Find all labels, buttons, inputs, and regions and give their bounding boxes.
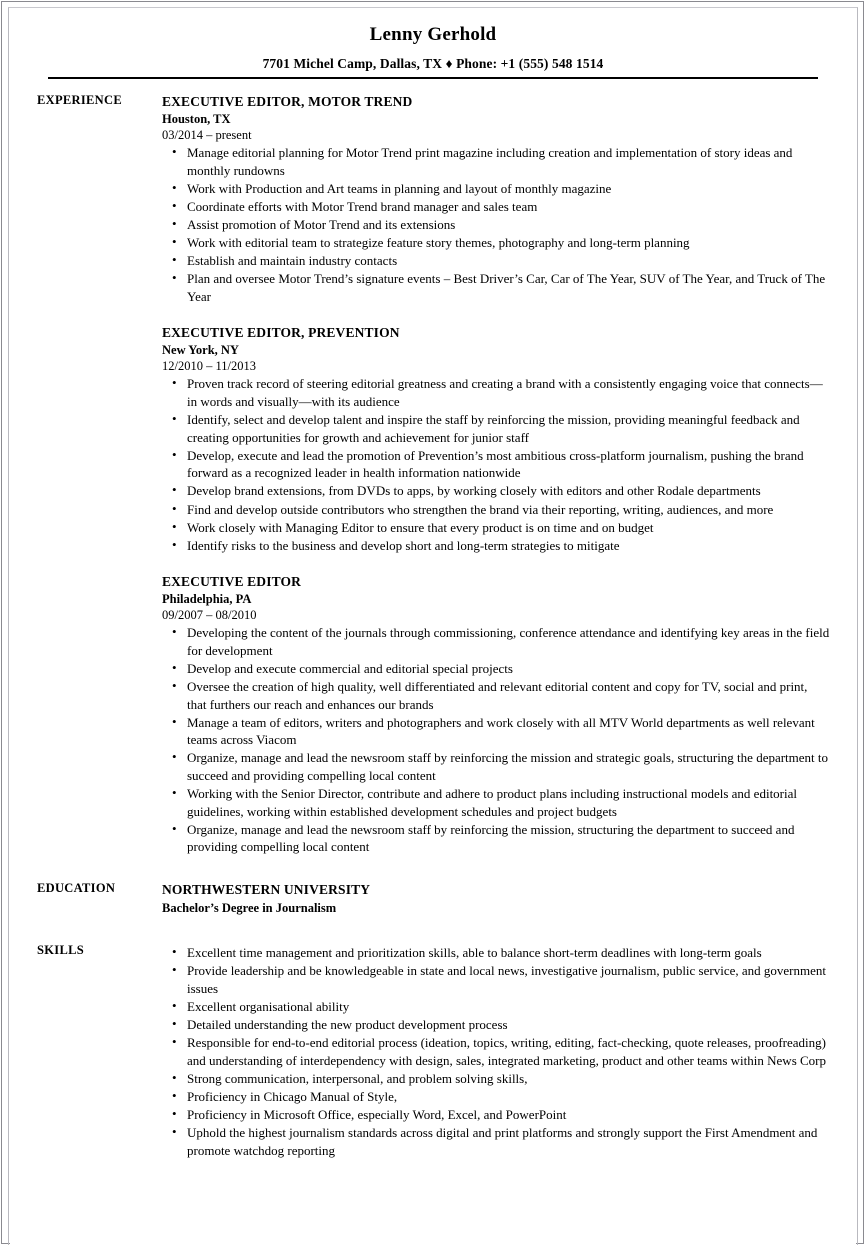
job-dates: 03/2014 – present: [162, 128, 252, 142]
candidate-contact-line: 7701 Michel Camp, Dallas, TX ♦ Phone: +1 (555) 548 1514: [262, 56, 604, 71]
job-location: Houston, TX: [162, 112, 231, 126]
skills-body: [162, 943, 856, 1160]
skill-bullet: • Proficiency in Microsoft Office, especially Word, Excel, and PowerPoint: [162, 1106, 830, 1124]
job-dates: 12/2010 – 11/2013: [162, 359, 256, 374]
skill-bullet: • Uphold the highest journalism standards across digital and print platforms and strongly support the First Amendment and promote watchdog reporting: [162, 1124, 830, 1159]
job-bullet-list: [162, 375, 830, 554]
job-bullet: • Identify, select and develop talent and inspire the staff by reinforcing the mission, providing meaningful feedback and creating opportunities for growth and achievement for junior staff: [162, 411, 830, 446]
job-bullet: • Develop, execute and lead the promotion of Prevention’s most ambitious cross-platform journalism, pushing the brand forward as a recognized leader in health information nationwide: [162, 447, 830, 482]
job-bullet: • Establish and maintain industry contacts: [162, 252, 830, 270]
job-dates: 09/2007 – 08/2010: [162, 608, 257, 623]
job-bullet: • Proven track record of steering editorial greatness and creating a brand with a consistently engaging voice that connects—in words and visually—with its audience: [162, 375, 830, 410]
section-label-education: EDUCATION: [37, 881, 116, 895]
job-title: EXECUTIVE EDITOR: [162, 574, 302, 590]
skill-bullet: • Detailed understanding the new product development process: [162, 1016, 830, 1034]
job-bullet: • Develop and execute commercial and editorial special projects: [162, 660, 830, 678]
job-title: EXECUTIVE EDITOR, MOTOR TREND: [162, 94, 413, 109]
section-experience: [37, 93, 856, 875]
education-school: NORTHWESTERN UNIVERSITY: [162, 882, 371, 897]
candidate-name: Lenny Gerhold: [369, 24, 497, 45]
job-bullet: • Working with the Senior Director, contribute and adhere to product plans including instructional models and editorial guidelines, working within established development schedules and project budgets: [162, 785, 830, 820]
job-location: Philadelphia, PA: [162, 592, 252, 607]
experience-item: [162, 93, 830, 305]
skill-bullet: • Provide leadership and be knowledgeable in state and local news, investigative journalism, public service, and government issues: [162, 962, 830, 997]
section-skills: [37, 943, 856, 1160]
job-bullet: • Assist promotion of Motor Trend and its extensions: [162, 216, 830, 234]
experience-item: [162, 324, 830, 554]
job-location: New York, NY: [162, 343, 239, 358]
job-bullet: • Work with editorial team to strategize feature story themes, photography and long-term planning: [162, 234, 830, 252]
resume-header: [10, 8, 856, 79]
section-label-skills: SKILLS: [37, 943, 84, 957]
job-bullet-list: [162, 624, 830, 856]
job-bullet: • Plan and oversee Motor Trend’s signature events – Best Driver’s Car, Car of The Year, SUV of The Year, and Truck of The Year: [162, 270, 830, 305]
job-bullet: • Work with Production and Art teams in planning and layout of monthly magazine: [162, 180, 830, 198]
skill-bullet: • Strong communication, interpersonal, and problem solving skills,: [162, 1070, 830, 1088]
resume-sheet: [10, 8, 856, 1245]
job-bullet-list: [162, 144, 830, 305]
job-bullet: • Organize, manage and lead the newsroom staff by reinforcing the mission and strategic goals, structuring the department to succeed and providing compelling local content: [162, 749, 830, 784]
job-bullet: • Work closely with Managing Editor to ensure that every product is on time and on budget: [162, 519, 830, 537]
skill-bullet: • Excellent organisational ability: [162, 998, 830, 1016]
job-bullet: • Coordinate efforts with Motor Trend brand manager and sales team: [162, 198, 830, 216]
job-bullet: • Develop brand extensions, from DVDs to apps, by working closely with editors and other Rodale departments: [162, 482, 830, 500]
skill-bullet: • Proficiency in Chicago Manual of Style,: [162, 1088, 830, 1106]
experience-item: [162, 573, 830, 856]
section-education: [37, 881, 856, 916]
job-title: EXECUTIVE EDITOR, PREVENTION: [162, 325, 400, 341]
experience-jobs: [162, 93, 856, 875]
section-label-experience: EXPERIENCE: [37, 93, 122, 107]
resume-body: [10, 93, 856, 1160]
job-bullet: • Organize, manage and lead the newsroom staff by reinforcing the mission, structuring the department to succeed and providing compelling local content: [162, 821, 830, 856]
skill-bullet: • Responsible for end-to-end editorial process (ideation, topics, writing, editing, fact-checking, quote releases, proofreading) and understanding of interdependency with design, sales, integrated marketing, product and other teams within News Corp: [162, 1034, 830, 1069]
job-bullet: • Oversee the creation of high quality, well differentiated and relevant editorial content and copy for TV, social and print, that furthers our reach and enhances our brands: [162, 678, 830, 713]
education-degree: Bachelor’s Degree in Journalism: [162, 901, 337, 915]
education-body: [162, 881, 856, 916]
job-bullet: • Identify risks to the business and develop short and long-term strategies to mitigate: [162, 537, 830, 555]
skills-bullet-list: [162, 944, 830, 1159]
job-bullet: • Find and develop outside contributors who strengthen the brand via their reporting, writing, audiences, and more: [162, 501, 830, 519]
skill-bullet: • Excellent time management and prioritization skills, able to balance short-term deadlines with long-term goals: [162, 944, 830, 962]
job-bullet: • Manage a team of editors, writers and photographers and work closely with all MTV World departments as well relevant teams across Viacom: [162, 714, 830, 749]
header-divider-rule: [48, 77, 818, 79]
job-bullet: • Manage editorial planning for Motor Trend print magazine including creation and implementation of story ideas and monthly rundowns: [162, 144, 830, 179]
job-bullet: • Developing the content of the journals through commissioning, conference attendance and identifying key areas in the field for development: [162, 624, 830, 659]
